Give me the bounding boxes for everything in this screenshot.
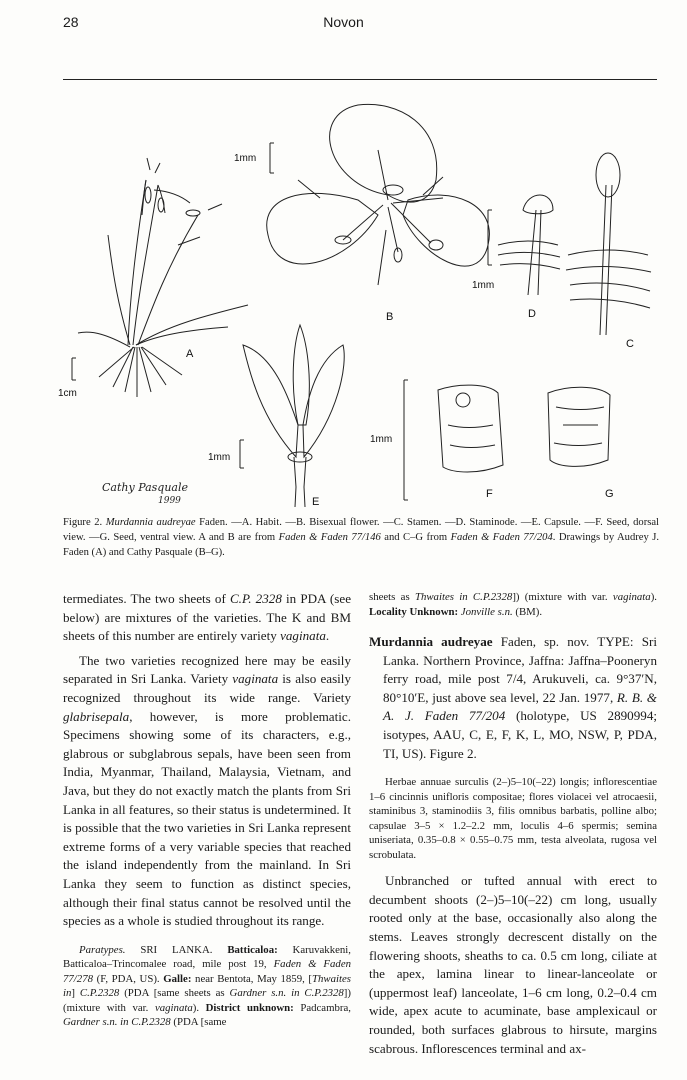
journal-title: Novon	[323, 14, 364, 30]
label-b: B	[386, 311, 394, 323]
label-d: D	[528, 308, 536, 320]
scale-label-b: 1mm	[234, 153, 257, 164]
scale-label-cd: 1mm	[472, 280, 495, 291]
label-f: F	[486, 488, 493, 500]
staminode-drawing	[498, 195, 560, 295]
scale-label-fg: 1mm	[370, 434, 393, 445]
species-description: Unbranched or tufted annual with erect to decumbent shoots (2–)5–10(–22) cm long, usually rooted only at the base, occasionally also along the stems. Leaves strongly decrescent distally on the flowering shoots, sheaths to ca. 0.5 cm long, ciliate at the apex, lamina linear to linear-lanceolate or (uppermost leaf) lanceolate, 1–6 cm long, 0.2–0.4 cm wide, apex acute to acuminate, base amplexicaul or rounded, both surfaces glabrous to hirsute, margins scabrous. Inflorescences terminal and ax-	[369, 873, 657, 1056]
artist-signature-year: 1999	[158, 496, 181, 506]
paratypes: Paratypes. SRI LANKA. Batticaloa: Karuvakkeni, Batticaloa–Trincomalee road, mile post 19, Faden & Faden 77/278 (F, PDA, US). Galle: near Bentota, May 1859, [Thwaites in] C.P.2328 (PDA [same sheets as Gardner s.n. in C.P.2328]) (mixture with var. vaginata). District unknown: Padcambra, Gardner s.n. in C.P.2328 (PDA [same	[63, 943, 352, 1029]
seed-ventral-drawing	[548, 387, 610, 466]
paragraph: termediates. The two sheets of C.P. 2328 in PDA (see below) are mixtures of the varieties. The K and BM sheets of this number are entirely variety vaginata.	[63, 591, 352, 644]
label-e: E	[312, 496, 320, 508]
habit-drawing	[78, 158, 248, 397]
seed-dorsal-drawing	[438, 385, 503, 472]
scale-label-e: 1mm	[208, 452, 231, 463]
flower-drawing	[267, 104, 490, 285]
artist-signature: Cathy Pasquale	[102, 481, 189, 494]
latin-diagnosis: Herbae annuae surculis (2–)5–10(–22) longis; inflorescentiae 1–6 cincinnis unifloris compositae; flores violacei vel atrocaesii, staminibus 3, staminodiis 3, filis omnibus barbatis, polline albo; capsulae 3–5 × 1.2–2.2 mm, loculis 4–6 spermis; semina uniseriata, 0.35–0.8 × 0.55–0.75 mm, testa alveolata, rugosa vel scrobulata.	[369, 776, 657, 861]
paratypes-continued: sheets as Thwaites in C.P.2328]) (mixture with var. vaginata). Locality Unknown: Jonville s.n. (BM).	[369, 591, 657, 618]
scale-label-a: 1cm	[58, 388, 77, 399]
label-g: G	[605, 488, 614, 500]
left-column	[63, 590, 351, 1030]
stamen-drawing	[566, 153, 651, 335]
right-column	[369, 590, 657, 1058]
botanical-illustration	[58, 95, 662, 510]
capsule-drawing	[243, 325, 344, 507]
page-number: 28	[63, 14, 79, 30]
label-c: C	[626, 338, 634, 350]
paragraph: The two varieties recognized here may be easily separated in Sri Lanka. Variety vaginata is also easily recognized throughout its wide range. Variety glabrisepala, however, is more problematic. Specimens showing some of its characters, e.g., glabrous or subglabrous sepals, have been seen from India, Myanmar, Thailand, Malaysia, Vietnam, and Java, but they do not exactly match the plants from Sri Lanka in all features, so their status is undetermined. It is possible that the two varieties in Sri Lanka represent extreme forms of a very variable species that reached the island independently from the mainland. In Sri Lanka they seem to function as distinct species, although their final status cannot be resolved until the species as a whole is studied throughout its range.	[63, 652, 351, 929]
species-type-entry: Murdannia audreyae Faden, sp. nov. TYPE: Sri Lanka. Northern Province, Jaffna: Jaffna–Pooneryn ferry road, mile post 7/4, Arukuveli, ca. 9°37′N, 80°10′E, just above sea level, 22 Jan. 1977, R. B. & A. J. Faden 77/204 (holotype, US 2890994; isotypes, AAU, C, E, F, K, L, MO, NSW, P, PDA, TI, US). Figure 2.	[369, 634, 658, 761]
header-rule	[63, 79, 657, 80]
label-a: A	[186, 348, 194, 360]
figure-caption: Figure 2. Murdannia audreyae Faden. —A. Habit. —B. Bisexual flower. —C. Stamen. —D. Staminode. —E. Capsule. —F. Seed, dorsal view. —G. Seed, ventral view. A and B are from Faden & Faden 77/146 and C–G from Faden & Faden 77/204. Drawings by Audrey J. Faden (A) and Cathy Pasquale (B–G).	[63, 517, 659, 558]
